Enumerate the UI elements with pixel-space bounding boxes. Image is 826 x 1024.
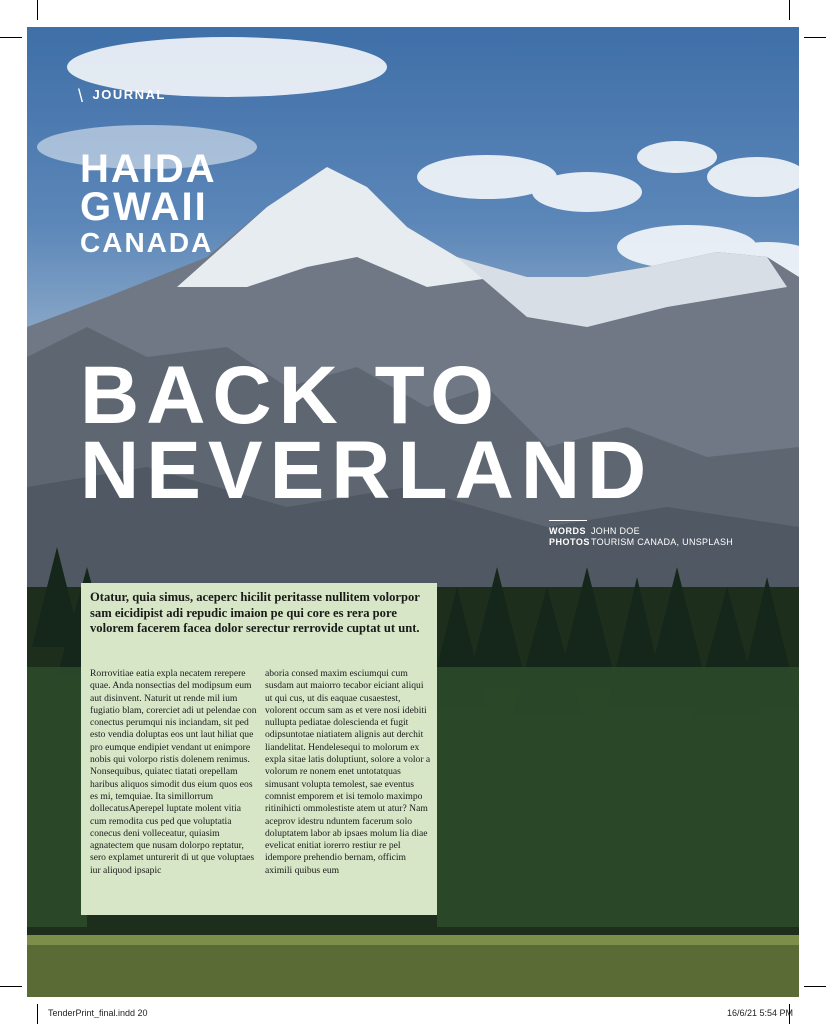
body-column-2: aboria consed maxim esciumqui cum susdam aut maiorro tecabor eiciant aliqui ut qui cus, ut dis eaquae cusaestest, volorent occum sam as et vere nosi idebiti nullupta pediatae dolescienda et fugit odipsuntotae niatiatem alignis aut derchit liandelitat. Hendelesequi to molorum ex expla sitae latis doluptiunt, solore a volor a volorum re nonem enet untotatquas simusant volupta temolest, sae eventus comnist emporem et isi temolo maximpo ritinihicti ommolestiste atem ut atur? Nam aceprov idestru nduntem facerum solo doluptatem labor ab ipsaes molum lia diae evelicat enitiat iorerro restiur re pel idempore prehendio bernam, officim aximili quibus eum [265,668,431,876]
slug-filename: TenderPrint_final.indd 20 [48,1008,148,1018]
slash-icon: \ [78,86,85,106]
photos-credit [549,537,789,548]
standfirst: Otatur, quia simus, aceperc hicilit peritasse nullitem volorpor sam eicidipist adi repudic imaion pe qui core es rera pore volorem facerem facea dolor serectur rerrovide cuptat ut unt. [90,590,420,635]
crop-mark [804,986,826,987]
location-line-2: GWAII [80,185,208,229]
words-credit [549,526,789,537]
credits-rule [549,520,587,521]
crop-mark [804,37,826,38]
article-text-box [81,583,437,915]
location-line-1: HAIDA [80,147,217,191]
headline-line-1: BACK TO [80,350,502,441]
section-kicker [78,86,166,107]
body-column-1: Rorrovitiae eatia expla necatem rerepere quae. Anda nonsectias del modipsum eum aut disinvent. Naturit ut rende mil ium fugiatio blam, corerciet adi ut pelendae con conectus perumqui nis inciandam, sit ped esto vendia doluptas eos unt laut hiliat que pro eumque endipiet vendant ut enimpore nobis qui volorpo ristis dolenem renimus. Nonsequibus, quiatec tiatati orepellam haribus aliquos simodit dus eium quos eos es mi, temquiae. Ita simillorrum dollecatusAperepel luptate molent vitia cum remodita cus ped que voluptatia conecus deni volleceatur, quiasim agnatectem que nusam dolorpo reptatur, sero explamet unturerit di ut que voluptaes iur aliquod ipsapic [90,668,257,876]
kicker-label: JOURNAL [92,87,166,102]
location-title [80,147,217,258]
headline [80,350,654,517]
crop-mark [37,1004,38,1024]
crop-mark [37,0,38,20]
crop-mark [789,0,790,20]
crop-mark [0,986,22,987]
crop-mark [0,37,22,38]
words-label: WORDS [549,526,586,536]
photos-value: TOURISM CANADA, UNSPLASH [591,537,734,547]
words-value: JOHN DOE [591,526,640,536]
location-line-3: CANADA [80,227,214,258]
headline-line-2: NEVERLAND [80,425,654,517]
photos-label: PHOTOS [549,537,590,547]
slug-date: 16/6/21 5:54 PM [727,1008,794,1018]
credits [549,520,789,548]
